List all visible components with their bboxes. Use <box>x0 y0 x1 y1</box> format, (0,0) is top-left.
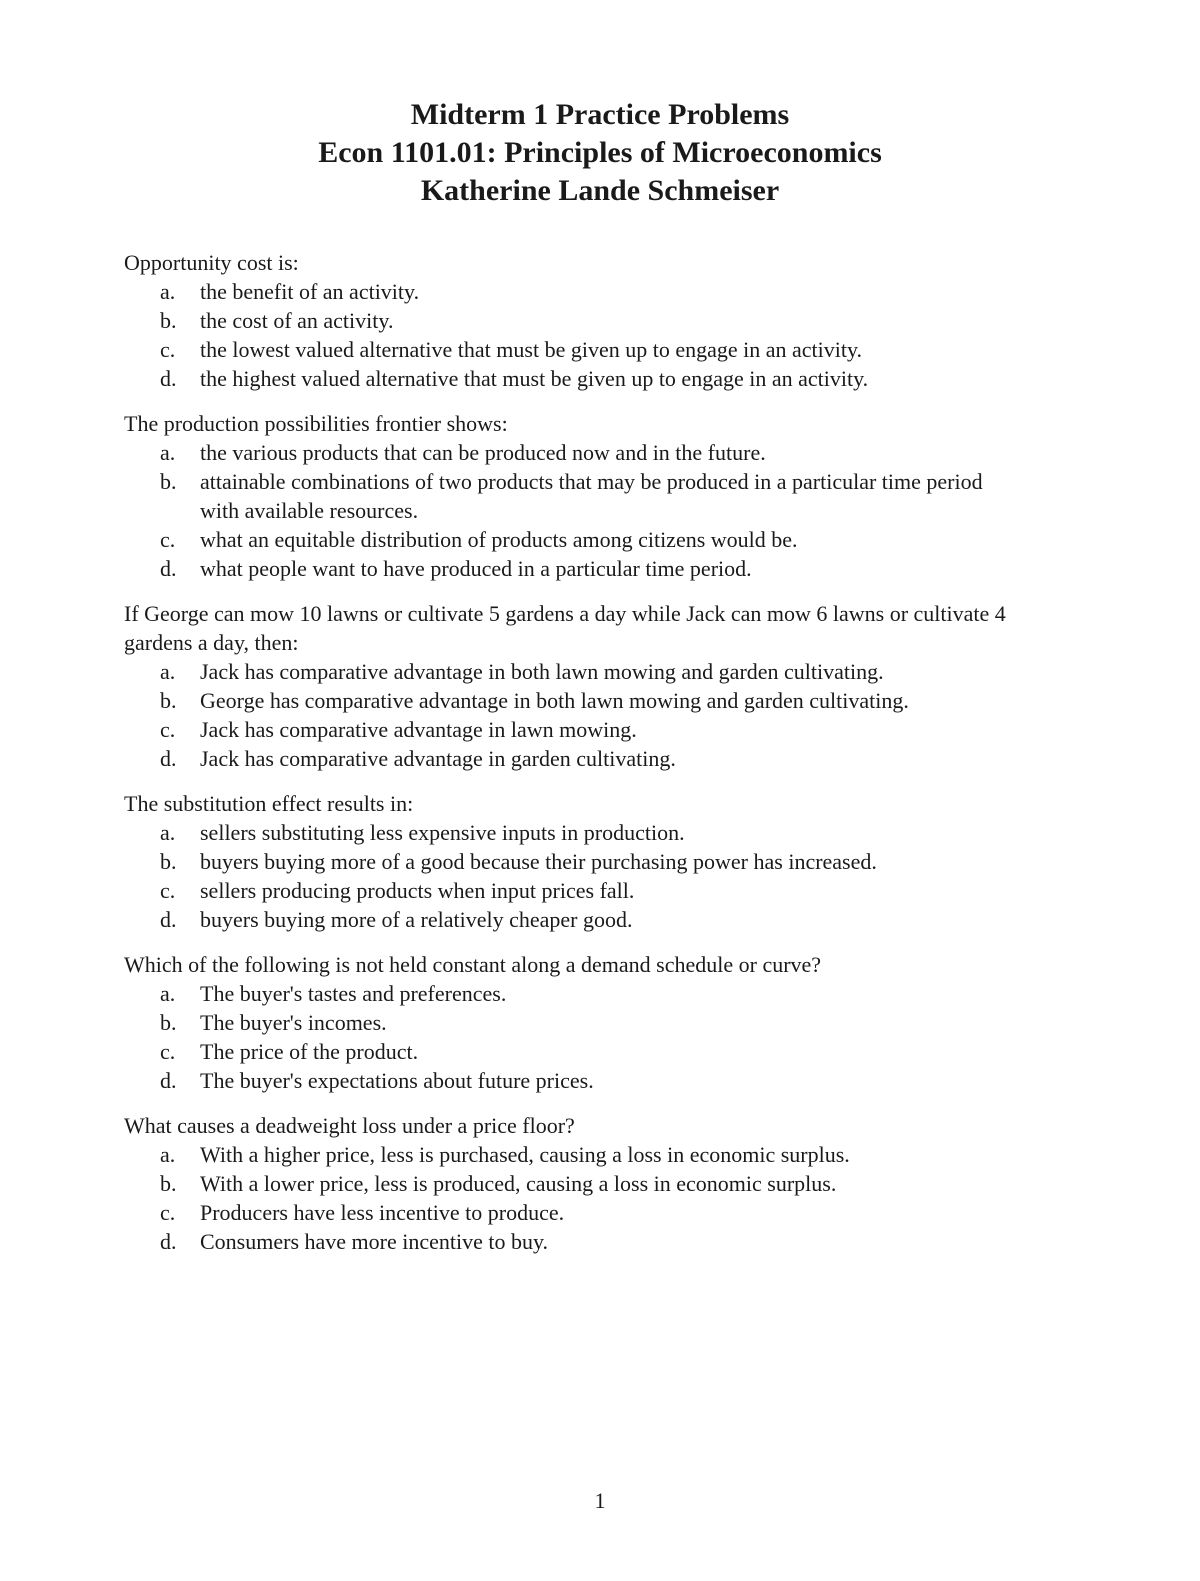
option-text: attainable combinations of two products that may be produced in a particular time period with available resources. <box>200 469 983 523</box>
option-letter: c. <box>160 1200 176 1225</box>
option-text: the lowest valued alternative that must be given up to engage in an activity. <box>200 337 863 362</box>
instructor-name: Katherine Lande Schmeiser <box>420 174 780 207</box>
answer-option <box>124 847 1044 876</box>
option-text: With a higher price, less is purchased, causing a loss in economic surplus. <box>200 1142 850 1167</box>
option-text: what an equitable distribution of products among citizens would be. <box>200 527 798 552</box>
option-letter: a. <box>160 659 176 684</box>
option-letter: a. <box>160 981 176 1006</box>
answer-options <box>124 979 1044 1095</box>
answer-option <box>124 438 1044 467</box>
option-letter: c. <box>160 878 176 903</box>
question-stem: The substitution effect results in: <box>124 791 414 816</box>
answer-option <box>124 905 1044 934</box>
answer-option <box>124 1008 1044 1037</box>
option-letter: c. <box>160 1039 176 1064</box>
option-letter: a. <box>160 1142 176 1167</box>
answer-option <box>124 876 1044 905</box>
option-text: the cost of an activity. <box>200 308 394 333</box>
option-text: the highest valued alternative that must be given up to engage in an activity. <box>200 366 869 391</box>
question-stem: What causes a deadweight loss under a price floor? <box>124 1113 575 1138</box>
option-letter: c. <box>160 527 176 552</box>
question-stem: If George can mow 10 lawns or cultivate 5 gardens a day while Jack can mow 6 lawns or cultivate 4 gardens a day, then: <box>124 601 1006 655</box>
option-text: The buyer's expectations about future prices. <box>200 1068 594 1093</box>
option-letter: d. <box>160 907 177 932</box>
option-text: the various products that can be produced now and in the future. <box>200 440 766 465</box>
answer-option <box>124 1169 1044 1198</box>
answer-option <box>124 525 1044 554</box>
question-stem: Which of the following is not held constant along a demand schedule or curve? <box>124 952 822 977</box>
answer-option <box>124 1198 1044 1227</box>
option-letter: a. <box>160 820 176 845</box>
answer-option <box>124 364 1044 393</box>
answer-option <box>124 818 1044 847</box>
option-letter: b. <box>160 308 177 333</box>
option-letter: a. <box>160 279 176 304</box>
question-4 <box>124 789 1044 934</box>
answer-option <box>124 1227 1044 1256</box>
answer-option <box>124 686 1044 715</box>
question-stem: The production possibilities frontier shows: <box>124 411 508 436</box>
question-2 <box>124 409 1044 583</box>
answer-options <box>124 657 1044 773</box>
question-list <box>124 248 1044 1272</box>
option-text: The buyer's tastes and preferences. <box>200 981 507 1006</box>
answer-option <box>124 277 1044 306</box>
answer-option <box>124 657 1044 686</box>
option-text: sellers producing products when input prices fall. <box>200 878 635 903</box>
option-text: Producers have less incentive to produce. <box>200 1200 565 1225</box>
option-text: Jack has comparative advantage in garden cultivating. <box>200 746 676 771</box>
option-letter: d. <box>160 366 177 391</box>
option-letter: d. <box>160 556 177 581</box>
option-text: With a lower price, less is produced, causing a loss in economic surplus. <box>200 1171 837 1196</box>
option-letter: b. <box>160 849 177 874</box>
course-name: Econ 1101.01: Principles of Microeconomics <box>318 136 882 169</box>
answer-option <box>124 1037 1044 1066</box>
option-text: The price of the product. <box>200 1039 419 1064</box>
answer-option <box>124 715 1044 744</box>
question-1 <box>124 248 1044 393</box>
option-letter: c. <box>160 717 176 742</box>
document-title: Midterm 1 Practice Problems <box>410 98 790 131</box>
answer-option <box>124 335 1044 364</box>
answer-options <box>124 818 1044 934</box>
option-text: buyers buying more of a relatively cheaper good. <box>200 907 633 932</box>
option-text: sellers substituting less expensive inputs in production. <box>200 820 685 845</box>
option-letter: a. <box>160 440 176 465</box>
answer-option <box>124 744 1044 773</box>
option-text: Consumers have more incentive to buy. <box>200 1229 549 1254</box>
question-3 <box>124 599 1044 773</box>
answer-option <box>124 467 1044 525</box>
option-text: what people want to have produced in a particular time period. <box>200 556 752 581</box>
option-letter: c. <box>160 337 176 362</box>
option-letter: d. <box>160 1068 177 1093</box>
question-stem: Opportunity cost is: <box>124 250 299 275</box>
option-letter: b. <box>160 469 177 494</box>
option-text: Jack has comparative advantage in both lawn mowing and garden cultivating. <box>200 659 884 684</box>
option-letter: d. <box>160 746 177 771</box>
question-6 <box>124 1111 1044 1256</box>
answer-options <box>124 1140 1044 1256</box>
option-text: the benefit of an activity. <box>200 279 420 304</box>
page-number: 1 <box>594 1488 606 1513</box>
option-text: Jack has comparative advantage in lawn mowing. <box>200 717 637 742</box>
answer-options <box>124 438 1044 583</box>
answer-option <box>124 1140 1044 1169</box>
option-text: The buyer's incomes. <box>200 1010 387 1035</box>
option-letter: b. <box>160 1171 177 1196</box>
question-5 <box>124 950 1044 1095</box>
answer-options <box>124 277 1044 393</box>
answer-option <box>124 554 1044 583</box>
answer-option <box>124 979 1044 1008</box>
document-header <box>0 96 1200 210</box>
option-letter: b. <box>160 688 177 713</box>
option-text: George has comparative advantage in both lawn mowing and garden cultivating. <box>200 688 909 713</box>
answer-option <box>124 1066 1044 1095</box>
option-text: buyers buying more of a good because their purchasing power has increased. <box>200 849 877 874</box>
option-letter: b. <box>160 1010 177 1035</box>
answer-option <box>124 306 1044 335</box>
option-letter: d. <box>160 1229 177 1254</box>
